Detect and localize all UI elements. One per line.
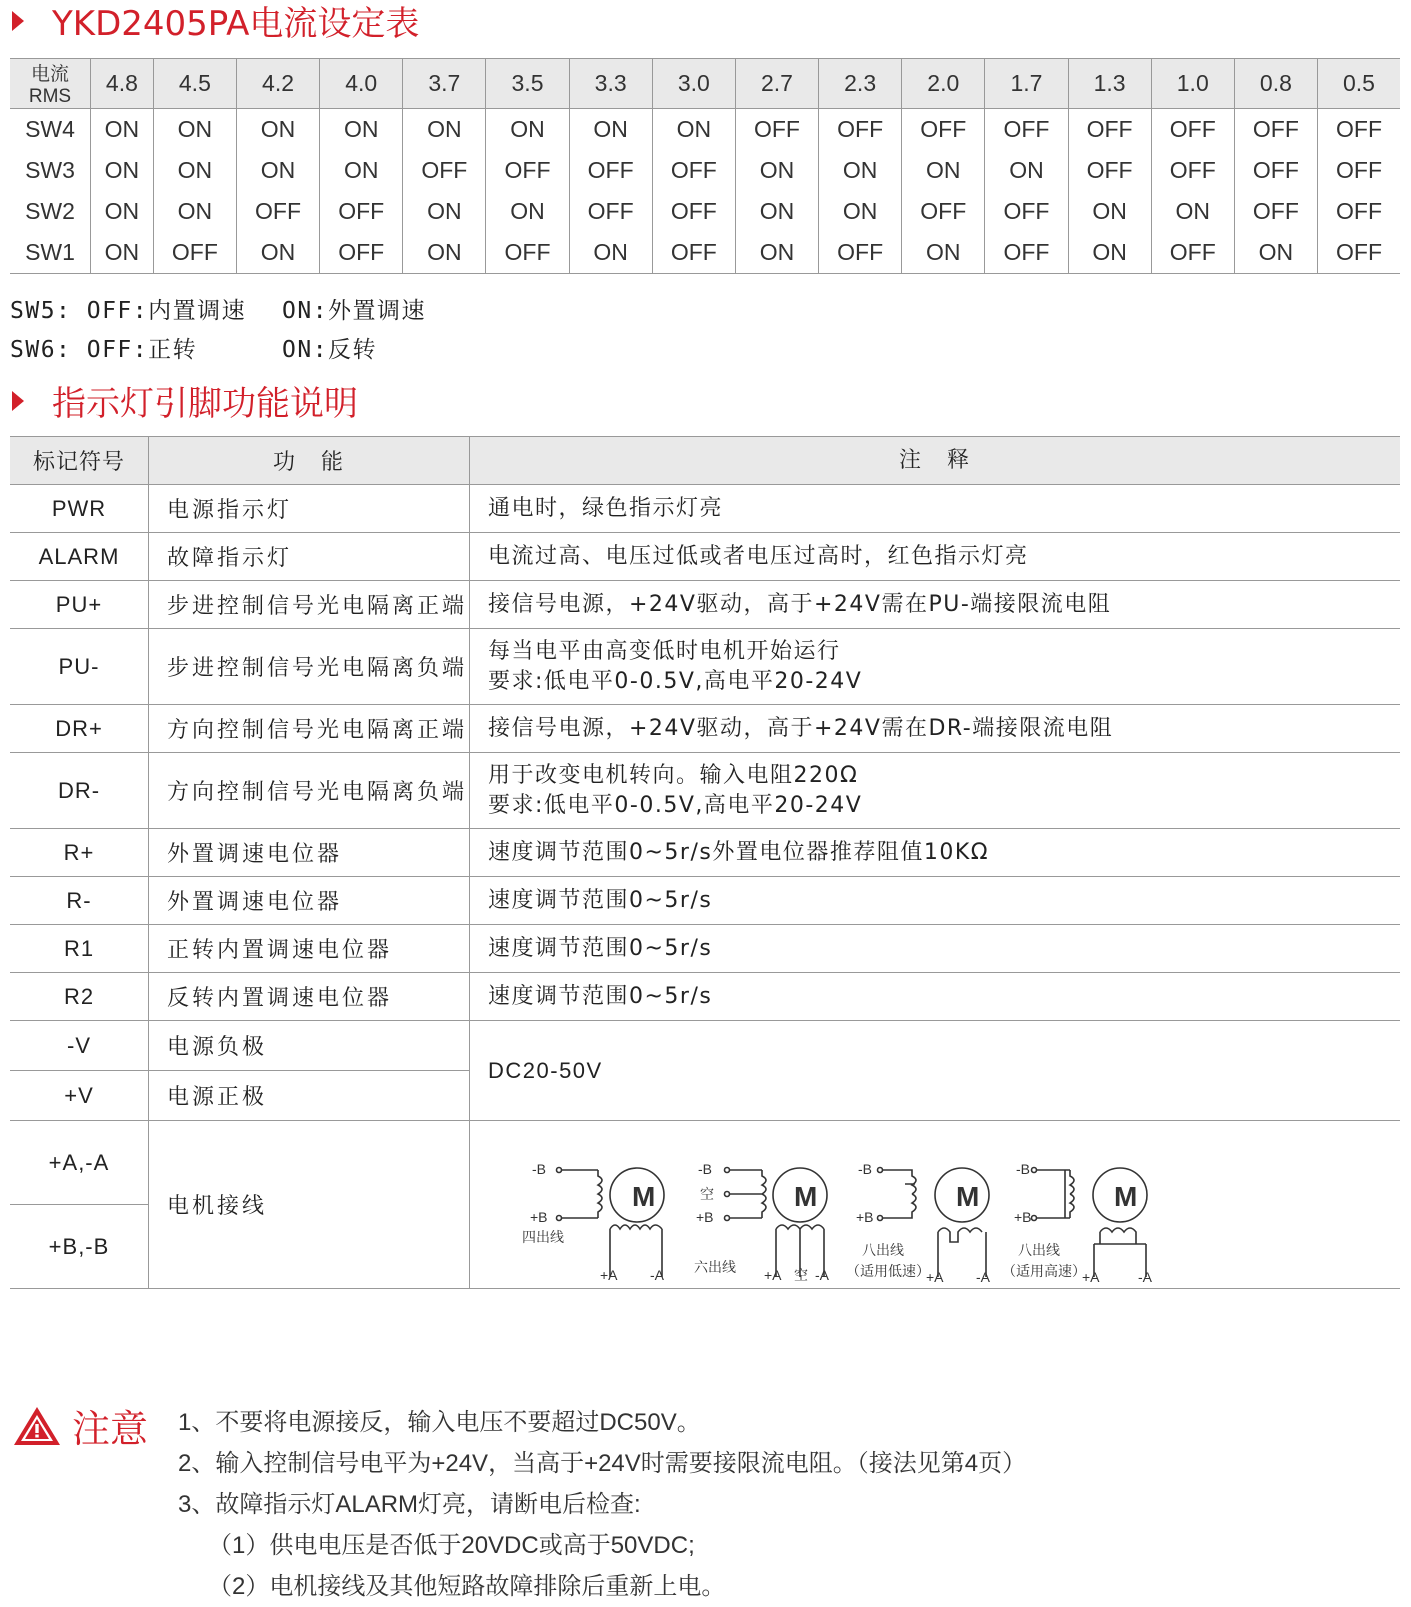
label-plus-a: +A bbox=[926, 1269, 944, 1285]
switch-state: ON bbox=[1234, 232, 1317, 274]
current-value: 4.2 bbox=[236, 59, 319, 109]
switch-label: SW4 bbox=[25, 116, 75, 142]
pin-note: DC20-50V bbox=[470, 1021, 1401, 1121]
header-function: 功 能 bbox=[149, 437, 470, 485]
pin-note bbox=[470, 877, 1401, 925]
table-row bbox=[10, 485, 1400, 533]
current-value: 3.0 bbox=[652, 59, 735, 109]
switch-state: ON bbox=[320, 109, 403, 151]
table-row bbox=[10, 629, 1400, 705]
pin-note-line: 速度调节范围0~5r/s bbox=[488, 887, 713, 913]
label-minus-a: -A bbox=[650, 1267, 664, 1283]
motor-m-label: M bbox=[956, 1181, 980, 1212]
switch-state: OFF bbox=[819, 232, 902, 274]
switch-state: ON bbox=[902, 150, 985, 191]
pin-note bbox=[470, 629, 1401, 705]
pin-function: 外置调速电位器 bbox=[149, 829, 470, 877]
current-value: 1.3 bbox=[1068, 59, 1151, 109]
switch-state: ON bbox=[1151, 191, 1234, 232]
pin-function: 步进控制信号光电隔离正端 bbox=[149, 581, 470, 629]
pin-mark: DR+ bbox=[10, 705, 149, 753]
table-row bbox=[10, 533, 1400, 581]
pin-mark: R2 bbox=[10, 973, 149, 1021]
pin-mark: +B,-B bbox=[10, 1205, 149, 1289]
label-eight-wire: 八出线 bbox=[1018, 1242, 1060, 1258]
switch-state: ON bbox=[236, 109, 319, 151]
switch-label: SW1 bbox=[10, 232, 91, 274]
label-plus-a: +A bbox=[1082, 1269, 1100, 1285]
label-low-speed: （适用低速） bbox=[846, 1263, 930, 1279]
label-minus-b: -B bbox=[698, 1161, 712, 1177]
warning-header bbox=[12, 1398, 148, 1453]
switch-state: ON bbox=[236, 232, 319, 274]
warning-item: 1、不要将电源接反，输入电压不要超过DC50V。 bbox=[178, 1409, 701, 1436]
label-plus-b: +B bbox=[856, 1209, 874, 1225]
current-value: 4.0 bbox=[320, 59, 403, 109]
pin-function: 方向控制信号光电隔离正端 bbox=[149, 705, 470, 753]
switch-state: ON bbox=[236, 150, 319, 191]
pin-note-line: 速度调节范围0~5r/s bbox=[488, 983, 713, 1009]
switch-state: OFF bbox=[236, 191, 319, 232]
label-eight-wire: 八出线 bbox=[862, 1242, 904, 1258]
switch-state: ON bbox=[735, 191, 818, 232]
switch-state: ON bbox=[735, 232, 818, 274]
warning-triangle-icon bbox=[12, 1405, 62, 1447]
current-value: 2.3 bbox=[819, 59, 902, 109]
pin-note-line: 用于改变电机转向。输入电阻220Ω bbox=[488, 762, 859, 788]
switch-state: ON bbox=[403, 232, 486, 274]
sw5-note bbox=[10, 292, 427, 325]
pin-note-line: 电流过高、电压过低或者电压过高时，红色指示灯亮 bbox=[488, 543, 1029, 569]
switch-state: ON bbox=[652, 109, 735, 151]
current-value: 3.3 bbox=[569, 59, 652, 109]
pin-mark: R1 bbox=[10, 925, 149, 973]
pin-note-line: 接信号电源，+24V驱动，高于+24V需在DR-端接限流电阻 bbox=[488, 715, 1114, 741]
switch-state: OFF bbox=[1151, 109, 1234, 151]
motor-m-label: M bbox=[1114, 1181, 1138, 1212]
sw6-off-text: SW6: OFF:正转 bbox=[10, 337, 198, 363]
section-title-current bbox=[12, 0, 419, 45]
switch-state: ON bbox=[985, 150, 1068, 191]
label-plus-a: +A bbox=[764, 1267, 782, 1283]
current-value: 0.8 bbox=[1234, 59, 1317, 109]
pin-note bbox=[470, 581, 1401, 629]
switch-state: OFF bbox=[1068, 150, 1151, 191]
pin-function: 故障指示灯 bbox=[149, 533, 470, 581]
current-value: 1.0 bbox=[1151, 59, 1234, 109]
label-minus-b: -B bbox=[1016, 1161, 1030, 1177]
pin-mark: R+ bbox=[10, 829, 149, 877]
table-row bbox=[10, 877, 1400, 925]
switch-state: OFF bbox=[569, 150, 652, 191]
switch-state: OFF bbox=[569, 191, 652, 232]
label-high-speed: （适用高速） bbox=[1002, 1263, 1086, 1279]
switch-state: ON bbox=[320, 150, 403, 191]
pin-note bbox=[470, 925, 1401, 973]
switch-state: OFF bbox=[652, 232, 735, 274]
current-header-label: 电流RMS bbox=[10, 59, 91, 109]
switch-state: OFF bbox=[985, 232, 1068, 274]
label-minus-b: -B bbox=[532, 1161, 546, 1177]
switch-state: ON bbox=[403, 191, 486, 232]
motor-wiring-diagrams bbox=[510, 1152, 1190, 1292]
pin-function: 电机接线 bbox=[149, 1121, 470, 1289]
label-four-wire: 四出线 bbox=[522, 1229, 564, 1245]
switch-state: OFF bbox=[486, 150, 569, 191]
section-title-indicator bbox=[12, 376, 358, 425]
current-value: 0.5 bbox=[1318, 59, 1401, 109]
switch-state: OFF bbox=[320, 232, 403, 274]
pin-function: 电源正极 bbox=[149, 1071, 470, 1121]
header-mark: 标记符号 bbox=[10, 437, 149, 485]
switch-state: OFF bbox=[735, 109, 818, 151]
pin-note-line: 速度调节范围0~5r/s bbox=[488, 935, 713, 961]
pin-mark: +A,-A bbox=[10, 1121, 149, 1205]
table-row bbox=[10, 1021, 1400, 1071]
table-row bbox=[10, 829, 1400, 877]
label-minus-a: -A bbox=[815, 1267, 829, 1283]
switch-state: ON bbox=[569, 232, 652, 274]
pin-mark: PWR bbox=[10, 485, 149, 533]
pin-note-line: 通电时，绿色指示灯亮 bbox=[488, 495, 724, 521]
sw5-off-text: SW5: OFF:内置调速 bbox=[10, 298, 247, 324]
switch-state: OFF bbox=[1068, 109, 1151, 151]
pin-note-line: 速度调节范围0~5r/s外置电位器推荐阻值10KΩ bbox=[488, 839, 990, 865]
table-row bbox=[10, 973, 1400, 1021]
switch-state: OFF bbox=[1234, 109, 1317, 151]
pin-note bbox=[470, 829, 1401, 877]
pin-note bbox=[470, 705, 1401, 753]
switch-state: ON bbox=[91, 109, 154, 151]
switch-state: ON bbox=[153, 109, 236, 151]
switch-row bbox=[10, 150, 1400, 191]
switch-row bbox=[10, 109, 1400, 151]
current-value: 2.7 bbox=[735, 59, 818, 109]
switch-label: SW2 bbox=[25, 198, 75, 224]
table-row bbox=[10, 753, 1400, 829]
switch-state: OFF bbox=[1151, 232, 1234, 274]
pin-note bbox=[470, 973, 1401, 1021]
pin-function: 电源指示灯 bbox=[149, 485, 470, 533]
label-six-wire: 六出线 bbox=[694, 1259, 736, 1275]
sw5-on-text: ON:外置调速 bbox=[282, 298, 427, 324]
switch-state: OFF bbox=[902, 109, 985, 151]
switch-state: OFF bbox=[902, 191, 985, 232]
pin-mark: PU+ bbox=[10, 581, 149, 629]
warning-item: （1）供电电压是否低于20VDC或高于50VDC; bbox=[208, 1532, 695, 1559]
switch-state: ON bbox=[91, 191, 154, 232]
pin-function: 反转内置调速电位器 bbox=[149, 973, 470, 1021]
pin-mark: ALARM bbox=[10, 533, 149, 581]
label-plus-b: +B bbox=[530, 1209, 548, 1225]
warning-item: （2）电机接线及其他短路故障排除后重新上电。 bbox=[208, 1573, 726, 1600]
pin-function: 正转内置调速电位器 bbox=[149, 925, 470, 973]
label-plus-b: +B bbox=[1014, 1209, 1032, 1225]
switch-state: OFF bbox=[652, 191, 735, 232]
label-empty: 空 bbox=[794, 1267, 808, 1283]
label-minus-a: -A bbox=[976, 1269, 990, 1285]
pin-note bbox=[470, 485, 1401, 533]
switch-state: OFF bbox=[652, 150, 735, 191]
current-value: 4.5 bbox=[153, 59, 236, 109]
label-minus-b: -B bbox=[858, 1161, 872, 1177]
switch-state: ON bbox=[486, 109, 569, 151]
switch-state: OFF bbox=[486, 232, 569, 274]
section-title-text: 指示灯引脚功能说明 bbox=[52, 384, 358, 424]
switch-state: ON bbox=[403, 109, 486, 151]
pin-function: 步进控制信号光电隔离负端 bbox=[149, 629, 470, 705]
pin-function: 电源负极 bbox=[149, 1021, 470, 1071]
switch-label: SW3 bbox=[25, 157, 75, 183]
switch-state: ON bbox=[735, 150, 818, 191]
switch-state: ON bbox=[486, 191, 569, 232]
sw6-note bbox=[10, 331, 378, 364]
motor-m-label: M bbox=[794, 1181, 818, 1212]
motor-m-label: M bbox=[632, 1181, 656, 1212]
switch-state: OFF bbox=[1151, 150, 1234, 191]
label-empty: 空 bbox=[700, 1186, 714, 1202]
switch-state: ON bbox=[569, 109, 652, 151]
current-value: 4.8 bbox=[91, 59, 154, 109]
pin-note bbox=[470, 753, 1401, 829]
current-value: 1.7 bbox=[985, 59, 1068, 109]
table-row bbox=[10, 925, 1400, 973]
switch-state: OFF bbox=[1318, 232, 1401, 274]
pin-note-line: 每当电平由高变低时电机开始运行 bbox=[488, 638, 841, 664]
switch-state: OFF bbox=[985, 191, 1068, 232]
pin-function: 方向控制信号光电隔离负端 bbox=[149, 753, 470, 829]
switch-state: ON bbox=[819, 150, 902, 191]
pin-mark: PU- bbox=[10, 629, 149, 705]
pin-note-line: 要求:低电平0-0.5V,高电平20-24V bbox=[488, 668, 863, 694]
red-triangle-icon bbox=[12, 391, 24, 411]
switch-state: OFF bbox=[403, 150, 486, 191]
switch-state: OFF bbox=[1318, 150, 1401, 191]
switch-state: ON bbox=[819, 191, 902, 232]
pin-mark: +V bbox=[10, 1071, 149, 1121]
switch-state: OFF bbox=[320, 191, 403, 232]
switch-row bbox=[10, 232, 1400, 274]
pin-note-line: 接信号电源，+24V驱动，高于+24V需在PU-端接限流电阻 bbox=[488, 591, 1112, 617]
header-note: 注 释 bbox=[470, 437, 1401, 485]
switch-state: ON bbox=[91, 150, 154, 191]
switch-state: ON bbox=[1068, 191, 1151, 232]
label-plus-a: +A bbox=[600, 1267, 618, 1283]
switch-state: OFF bbox=[1234, 191, 1317, 232]
section-title-text: YKD2405PA电流设定表 bbox=[52, 4, 420, 44]
switch-state: OFF bbox=[1318, 191, 1401, 232]
label-plus-b: +B bbox=[696, 1209, 714, 1225]
label-minus-a: -A bbox=[1138, 1269, 1152, 1285]
table-row bbox=[10, 581, 1400, 629]
switch-state: ON bbox=[153, 150, 236, 191]
warning-item: 3、故障指示灯ALARM灯亮，请断电后检查: bbox=[178, 1491, 641, 1518]
table-header-row bbox=[10, 437, 1400, 485]
switch-state: ON bbox=[153, 191, 236, 232]
pin-mark: DR- bbox=[10, 753, 149, 829]
current-value: 3.7 bbox=[403, 59, 486, 109]
current-value: 2.0 bbox=[902, 59, 985, 109]
switch-state: ON bbox=[1068, 232, 1151, 274]
red-triangle-icon bbox=[12, 11, 24, 31]
pin-note bbox=[470, 533, 1401, 581]
warning-notes bbox=[178, 1402, 1026, 1607]
table-row bbox=[10, 705, 1400, 753]
pin-note-line: 要求:低电平0-0.5V,高电平20-24V bbox=[488, 792, 863, 818]
switch-row bbox=[10, 191, 1400, 232]
pin-mark: R- bbox=[10, 877, 149, 925]
pin-mark: -V bbox=[10, 1021, 149, 1071]
warning-title: 注意 bbox=[72, 1407, 149, 1451]
switch-state: OFF bbox=[985, 109, 1068, 151]
switch-state: ON bbox=[91, 232, 154, 274]
switch-state: OFF bbox=[819, 109, 902, 151]
current-header-row bbox=[10, 59, 1400, 109]
sw6-on-text: ON:反转 bbox=[282, 337, 378, 363]
switch-state: ON bbox=[902, 232, 985, 274]
current-value: 3.5 bbox=[486, 59, 569, 109]
switch-state: OFF bbox=[153, 232, 236, 274]
switch-state: OFF bbox=[1318, 109, 1401, 151]
switch-state: OFF bbox=[1234, 150, 1317, 191]
current-setting-table bbox=[10, 58, 1400, 274]
warning-item: 2、输入控制信号电平为+24V，当高于+24V时需要接限流电阻。（接法见第4页） bbox=[178, 1450, 1027, 1477]
pin-function: 外置调速电位器 bbox=[149, 877, 470, 925]
